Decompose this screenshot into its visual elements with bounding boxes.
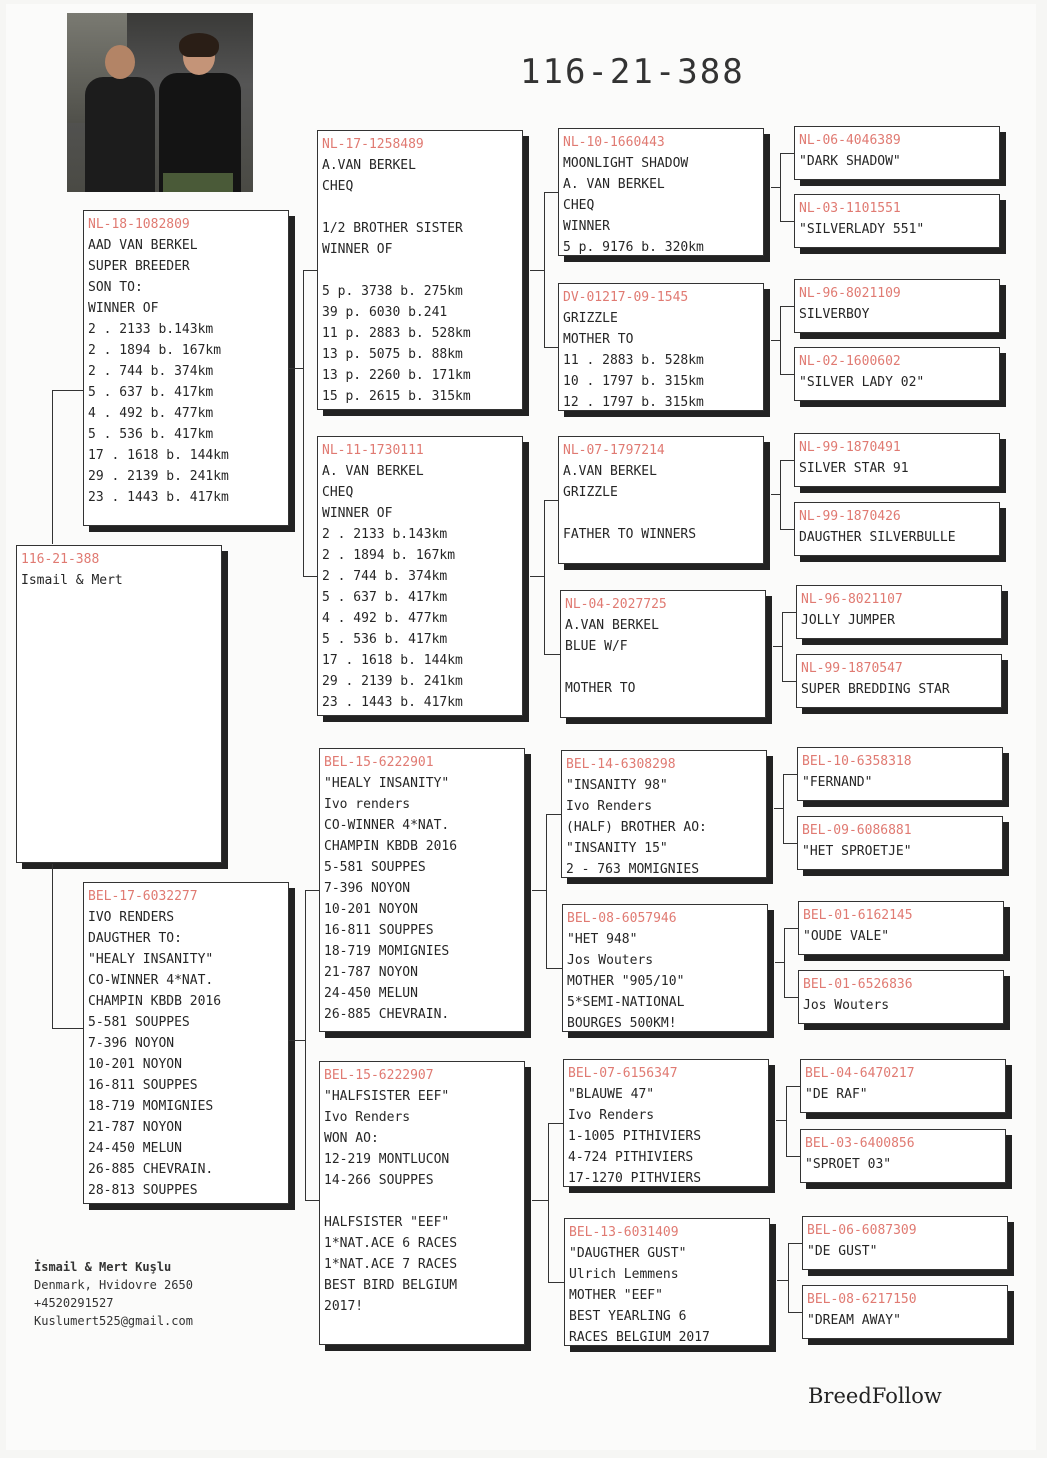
- card-line: 11 . 2883 b. 528km: [563, 353, 704, 368]
- ring-number: NL-99-1870547: [801, 661, 903, 676]
- grandparent-card: [319, 748, 525, 1032]
- card-line: "DAUGTHER GUST": [569, 1246, 687, 1261]
- grandparent-card: [317, 130, 523, 410]
- ring-number: NL-06-4046389: [799, 133, 901, 148]
- card-line: 26-885 CHEVRAIN.: [88, 1162, 214, 1177]
- card-line: FATHER TO WINNERS: [563, 527, 697, 542]
- ring-number: NL-11-1730111: [322, 443, 424, 458]
- card-line: 11 p. 2883 b. 528km: [322, 326, 471, 341]
- card-line: 5 p. 9176 b. 320km: [563, 240, 704, 255]
- card-line: A. VAN BERKEL: [563, 177, 665, 192]
- card-line: AAD VAN BERKEL: [88, 238, 198, 253]
- card-line: SILVERBOY: [799, 307, 870, 322]
- card-line: A. VAN BERKEL: [322, 464, 424, 479]
- card-line: MOONLIGHT SHADOW: [563, 156, 689, 171]
- card-line: "HEALY INSANITY": [324, 776, 450, 791]
- ancestor-card: [794, 433, 1000, 487]
- owner-phone: +4520291527: [34, 1296, 114, 1310]
- card-line: [322, 260, 518, 281]
- card-line: 29 . 2139 b. 241km: [88, 469, 229, 484]
- card-line: 29 . 2139 b. 241km: [322, 674, 463, 689]
- ring-number: NL-10-1660443: [563, 135, 665, 150]
- card-line: WINNER OF: [88, 301, 159, 316]
- great-grandparent-card: [563, 1059, 769, 1187]
- ancestor-card: [800, 1129, 1006, 1183]
- card-line: 4-724 PITHIVIERS: [568, 1150, 694, 1165]
- pedigree-title: 116-21-388: [520, 52, 745, 92]
- card-line: MOTHER TO: [565, 681, 636, 696]
- card-line: 1-1005 PITHIVIERS: [568, 1129, 702, 1144]
- ring-number: BEL-01-6162145: [803, 908, 913, 923]
- ring-number: BEL-04-6470217: [805, 1066, 915, 1081]
- card-line: 12-219 MONTLUCON: [324, 1152, 450, 1167]
- card-line: "FERNAND": [802, 775, 873, 790]
- card-line: [324, 1191, 520, 1212]
- ring-number: NL-04-2027725: [565, 597, 667, 612]
- card-line: 7-396 NOYON: [324, 881, 411, 896]
- card-line: MOTHER "905/10": [567, 974, 685, 989]
- card-line: JOLLY JUMPER: [801, 613, 895, 628]
- card-line: 21-787 NOYON: [324, 965, 418, 980]
- card-line: 2 . 1894 b. 167km: [88, 343, 222, 358]
- card-line: [322, 197, 518, 218]
- card-line: 5 . 536 b. 417km: [88, 427, 214, 442]
- card-line: Ulrich Lemmens: [569, 1267, 679, 1282]
- ancestor-card: [796, 585, 1002, 639]
- owner-address: Denmark, Hvidovre 2650: [34, 1278, 193, 1292]
- ancestor-card: [797, 747, 1003, 801]
- ring-number: NL-17-1258489: [322, 137, 424, 152]
- ancestor-card: [794, 347, 1000, 401]
- card-line: 14-266 SOUPPES: [324, 1173, 434, 1188]
- great-grandparent-card: [558, 128, 764, 256]
- ring-number: 116-21-388: [21, 552, 100, 567]
- ring-number: NL-96-8021109: [799, 286, 901, 301]
- card-line: "OUDE VALE": [803, 929, 890, 944]
- ring-number: BEL-08-6217150: [807, 1292, 917, 1307]
- card-line: SON TO:: [88, 280, 143, 295]
- great-grandparent-card: [561, 750, 767, 878]
- ring-number: NL-99-1870491: [799, 440, 901, 455]
- ancestor-card: [797, 816, 1003, 870]
- card-line: DAUGTHER TO:: [88, 931, 182, 946]
- card-line: CHAMPIN KBDB 2016: [324, 839, 458, 854]
- ancestor-card: [802, 1216, 1008, 1270]
- dam-card: [83, 882, 289, 1204]
- subject-card: [16, 545, 222, 863]
- card-line: BEST YEARLING 6: [569, 1309, 687, 1324]
- ring-number: BEL-17-6032277: [88, 889, 198, 904]
- card-line: CO-WINNER 4*NAT.: [88, 973, 214, 988]
- card-line: 15 p. 2615 b. 315km: [322, 389, 471, 404]
- grandparent-card: [319, 1061, 525, 1345]
- great-grandparent-card: [560, 590, 766, 718]
- card-line: 10 . 1797 b. 315km: [563, 374, 704, 389]
- card-line: WINNER OF: [322, 242, 393, 257]
- card-line: WINNER OF: [322, 506, 393, 521]
- card-line: 39 p. 6030 b.241: [322, 305, 448, 320]
- card-line: "DREAM AWAY": [807, 1313, 901, 1328]
- card-line: 4 . 492 b. 477km: [88, 406, 214, 421]
- ring-number: BEL-10-6358318: [802, 754, 912, 769]
- card-line: 1*NAT.ACE 6 RACES: [324, 1236, 458, 1251]
- card-line: [565, 657, 761, 678]
- ring-number: BEL-15-6222901: [324, 755, 434, 770]
- owner-name: İsmail & Mert Kuşlu: [34, 1260, 172, 1274]
- card-line: 5 . 637 b. 417km: [88, 385, 214, 400]
- card-line: 2 . 744 b. 374km: [88, 364, 214, 379]
- card-line: 1*NAT.ACE 7 RACES: [324, 1257, 458, 1272]
- ring-number: NL-03-1101551: [799, 201, 901, 216]
- ring-number: BEL-08-6057946: [567, 911, 677, 926]
- card-line: BOURGES 500KM!: [567, 1016, 677, 1031]
- ring-number: NL-99-1870426: [799, 509, 901, 524]
- card-line: Ivo Renders: [566, 799, 653, 814]
- ancestor-card: [800, 1059, 1006, 1113]
- card-line: [563, 503, 759, 524]
- card-line: (HALF) BROTHER AO:: [566, 820, 707, 835]
- card-line: 17 . 1618 b. 144km: [322, 653, 463, 668]
- ring-number: BEL-13-6031409: [569, 1225, 679, 1240]
- card-line: 16-811 SOUPPES: [324, 923, 434, 938]
- card-line: 23 . 1443 b. 417km: [322, 695, 463, 710]
- card-line: WON AO:: [324, 1131, 379, 1146]
- brand-logo: BreedFollow: [808, 1384, 942, 1408]
- owner-contact: [34, 1258, 193, 1330]
- card-line: Jos Wouters: [567, 953, 654, 968]
- card-line: 10-201 NOYON: [324, 902, 418, 917]
- great-grandparent-card: [562, 904, 768, 1032]
- great-grandparent-card: [564, 1218, 770, 1346]
- card-line: "INSANITY 98": [566, 778, 668, 793]
- card-line: "HET 948": [567, 932, 638, 947]
- card-line: "SILVER LADY 02": [799, 375, 925, 390]
- card-line: Jos Wouters: [803, 998, 890, 1013]
- great-grandparent-card: [558, 283, 764, 411]
- card-line: "SPROET 03": [805, 1157, 892, 1172]
- ring-number: BEL-01-6526836: [803, 977, 913, 992]
- ancestor-card: [798, 970, 1004, 1024]
- card-line: 12 . 1797 b. 315km: [563, 395, 704, 410]
- ancestor-card: [802, 1285, 1008, 1339]
- card-line: WINNER: [563, 219, 610, 234]
- card-line: 18-719 MOMIGNIES: [88, 1099, 214, 1114]
- card-line: HALFSISTER "EEF": [324, 1215, 450, 1230]
- card-line: MOTHER "EEF": [569, 1288, 663, 1303]
- ancestor-card: [794, 279, 1000, 333]
- card-line: 17 . 1618 b. 144km: [88, 448, 229, 463]
- ring-number: NL-18-1082809: [88, 217, 190, 232]
- ancestor-card: [794, 126, 1000, 180]
- card-line: "SILVERLADY 551": [799, 222, 925, 237]
- ring-number: BEL-03-6400856: [805, 1136, 915, 1151]
- ancestor-card: [796, 654, 1002, 708]
- owners-photo: [67, 13, 253, 192]
- card-line: 21-787 NOYON: [88, 1120, 182, 1135]
- card-line: 5-581 SOUPPES: [88, 1015, 190, 1030]
- ancestor-card: [798, 901, 1004, 955]
- card-line: CHEQ: [563, 198, 595, 213]
- card-line: A.VAN BERKEL: [322, 158, 416, 173]
- card-line: 13 p. 2260 b. 171km: [322, 368, 471, 383]
- great-grandparent-card: [558, 436, 764, 564]
- card-line: BLUE W/F: [565, 639, 628, 654]
- owner-email: Kuslumert525@gmail.com: [34, 1314, 193, 1328]
- card-line: 2 . 744 b. 374km: [322, 569, 448, 584]
- card-line: Ivo renders: [324, 797, 411, 812]
- card-line: 1/2 BROTHER SISTER: [322, 221, 463, 236]
- card-line: SUPER BREEDER: [88, 259, 190, 274]
- card-line: RACES BELGIUM 2017: [569, 1330, 710, 1345]
- card-line: "HEALY INSANITY": [88, 952, 214, 967]
- card-line: 13 p. 5075 b. 88km: [322, 347, 463, 362]
- card-line: 18-719 MOMIGNIES: [324, 944, 450, 959]
- card-line: "HALFSISTER EEF": [324, 1089, 450, 1104]
- ring-number: DV-01217-09-1545: [563, 290, 689, 305]
- card-line: 5 p. 3738 b. 275km: [322, 284, 463, 299]
- ring-number: BEL-14-6308298: [566, 757, 676, 772]
- card-line: BEST BIRD BELGIUM: [324, 1278, 458, 1293]
- card-line: 2 - 763 MOMIGNIES: [566, 862, 700, 877]
- card-line: 2 . 2133 b.143km: [322, 527, 448, 542]
- card-line: "DE RAF": [805, 1087, 868, 1102]
- card-line: SILVER STAR 91: [799, 461, 909, 476]
- ring-number: BEL-09-6086881: [802, 823, 912, 838]
- card-line: 16-811 SOUPPES: [88, 1078, 198, 1093]
- card-line: GRIZZLE: [563, 485, 618, 500]
- card-line: CHEQ: [322, 485, 354, 500]
- card-line: 5 . 536 b. 417km: [322, 632, 448, 647]
- card-line: Ivo Renders: [568, 1108, 655, 1123]
- card-line: 2 . 2133 b.143km: [88, 322, 214, 337]
- card-line: Ivo Renders: [324, 1110, 411, 1125]
- card-line: GRIZZLE: [563, 311, 618, 326]
- card-line: 10-201 NOYON: [88, 1057, 182, 1072]
- sire-card: [83, 210, 289, 526]
- card-line: 4 . 492 b. 477km: [322, 611, 448, 626]
- ancestor-card: [794, 502, 1000, 556]
- card-line: "BLAUWE 47": [568, 1087, 655, 1102]
- card-line: CHAMPIN KBDB 2016: [88, 994, 222, 1009]
- card-line: SUPER BREDDING STAR: [801, 682, 950, 697]
- card-line: 17-1270 PITHVIERS: [568, 1171, 702, 1186]
- card-line: 5*SEMI-NATIONAL: [567, 995, 685, 1010]
- card-line: DAUGTHER SILVERBULLE: [799, 530, 956, 545]
- card-line: 5 . 637 b. 417km: [322, 590, 448, 605]
- ring-number: NL-07-1797214: [563, 443, 665, 458]
- card-line: 24-450 MELUN: [88, 1141, 182, 1156]
- card-line: A.VAN BERKEL: [565, 618, 659, 633]
- ring-number: BEL-06-6087309: [807, 1223, 917, 1238]
- ring-number: NL-96-8021107: [801, 592, 903, 607]
- card-line: 28-813 SOUPPES: [88, 1183, 198, 1198]
- card-line: 2 . 1894 b. 167km: [322, 548, 456, 563]
- card-line: "HET SPROETJE": [802, 844, 912, 859]
- card-line: 2017!: [324, 1299, 364, 1314]
- ring-number: NL-02-1600602: [799, 354, 901, 369]
- ring-number: BEL-15-6222907: [324, 1068, 434, 1083]
- card-line: "DARK SHADOW": [799, 154, 901, 169]
- card-line: Ismail & Mert: [21, 573, 123, 588]
- card-line: IVO RENDERS: [88, 910, 175, 925]
- card-line: 24-450 MELUN: [324, 986, 418, 1001]
- card-line: CO-WINNER 4*NAT.: [324, 818, 450, 833]
- card-line: "INSANITY 15": [566, 841, 668, 856]
- card-line: 7-396 NOYON: [88, 1036, 175, 1051]
- card-line: A.VAN BERKEL: [563, 464, 657, 479]
- ancestor-card: [794, 194, 1000, 248]
- card-line: CHEQ: [322, 179, 354, 194]
- grandparent-card: [317, 436, 523, 716]
- card-line: 5-581 SOUPPES: [324, 860, 426, 875]
- ring-number: BEL-07-6156347: [568, 1066, 678, 1081]
- card-line: 23 . 1443 b. 417km: [88, 490, 229, 505]
- card-line: MOTHER TO: [563, 332, 634, 347]
- card-line: 26-885 CHEVRAIN.: [324, 1007, 450, 1022]
- card-line: "DE GUST": [807, 1244, 878, 1259]
